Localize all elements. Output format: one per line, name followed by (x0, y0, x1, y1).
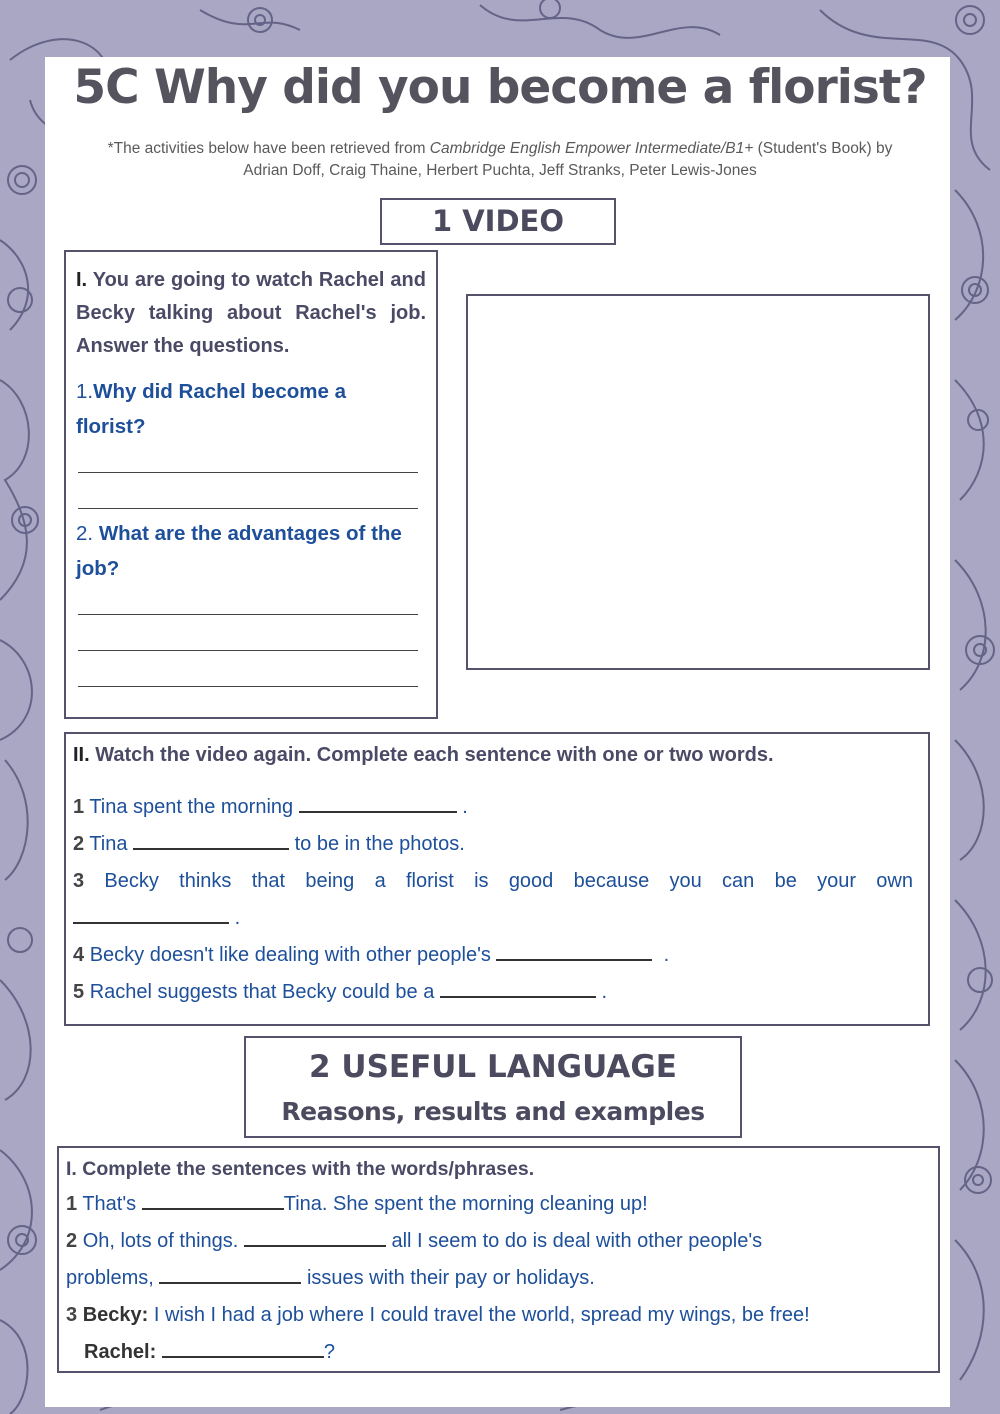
language-blank-2[interactable] (244, 1229, 386, 1247)
language-sentence-1: 1 That's Tina. She spent the morning cleaning up! (66, 1193, 648, 1215)
answer-line-q1-1[interactable] (78, 472, 418, 473)
video-questions-box (64, 250, 438, 719)
language-sentence-3: 3 Becky: I wish I had a job where I could travel the world, spread my wings, be free! (66, 1304, 810, 1326)
sentence-2: 2 Tina to be in the photos. (73, 833, 465, 855)
sentence-4: 4 Becky doesn't like dealing with other people's . (73, 944, 670, 966)
answer-line-q2-3[interactable] (78, 686, 418, 687)
section2-title: 2 USEFUL LANGUAGE (309, 1049, 677, 1085)
language-blank-3[interactable] (159, 1266, 301, 1284)
page-title: 5C Why did you become a florist? (73, 60, 927, 115)
question-1: 1.Why did Rachel become a florist? (76, 380, 347, 438)
language-blank-4[interactable] (162, 1340, 324, 1358)
blank-5[interactable] (440, 980, 596, 998)
sentence-1: 1 Tina spent the morning . (73, 796, 468, 818)
language-sentence-2: 2 Oh, lots of things. all I seem to do is deal with other people's (66, 1230, 763, 1252)
source-credit: *The activities below have been retrieved from Cambridge English Empower Intermediate/B1+ (Student's Book) by Adrian Doff, Craig Thaine, Herbert Puchta, Jeff Stranks, Peter Lewis-Jones (107, 140, 893, 179)
answer-line-q2-2[interactable] (78, 650, 418, 651)
section2-instruction: I. Complete the sentences with the words/phrases. (66, 1158, 535, 1180)
blank-3[interactable] (73, 906, 229, 924)
useful-language-heading (244, 1036, 742, 1138)
blank-2[interactable] (133, 832, 289, 850)
blank-4[interactable] (496, 943, 652, 961)
video-player-placeholder[interactable] (466, 294, 930, 670)
useful-language-exercise-box (57, 1146, 940, 1373)
section2-subtitle: Reasons, results and examples (281, 1097, 705, 1126)
part1-instruction: I. You are going to watch Rachel and Becky talking about Rachel's job. Answer the questions. (76, 269, 426, 357)
language-blank-1[interactable] (142, 1192, 284, 1210)
blank-1[interactable] (299, 795, 457, 813)
language-sentence-2-continued: problems, issues with their pay or holidays. (66, 1267, 595, 1289)
sentence-3-continued: . (73, 900, 240, 937)
question-2: 2. What are the advantages of the job? (76, 522, 402, 580)
part2-instruction: II. Watch the video again. Complete each sentence with one or two words. (73, 744, 774, 766)
video-section-heading: 1 VIDEO (380, 198, 616, 245)
sentence-5: 5 Rachel suggests that Becky could be a . (73, 981, 608, 1003)
complete-sentences-box (64, 732, 930, 1026)
language-sentence-3-reply: Rachel: ? (84, 1341, 335, 1363)
sentence-3: 3 Becky thinks that being a florist is good because you can be your own (73, 870, 913, 892)
answer-line-q1-2[interactable] (78, 508, 418, 509)
answer-line-q2-1[interactable] (78, 614, 418, 615)
